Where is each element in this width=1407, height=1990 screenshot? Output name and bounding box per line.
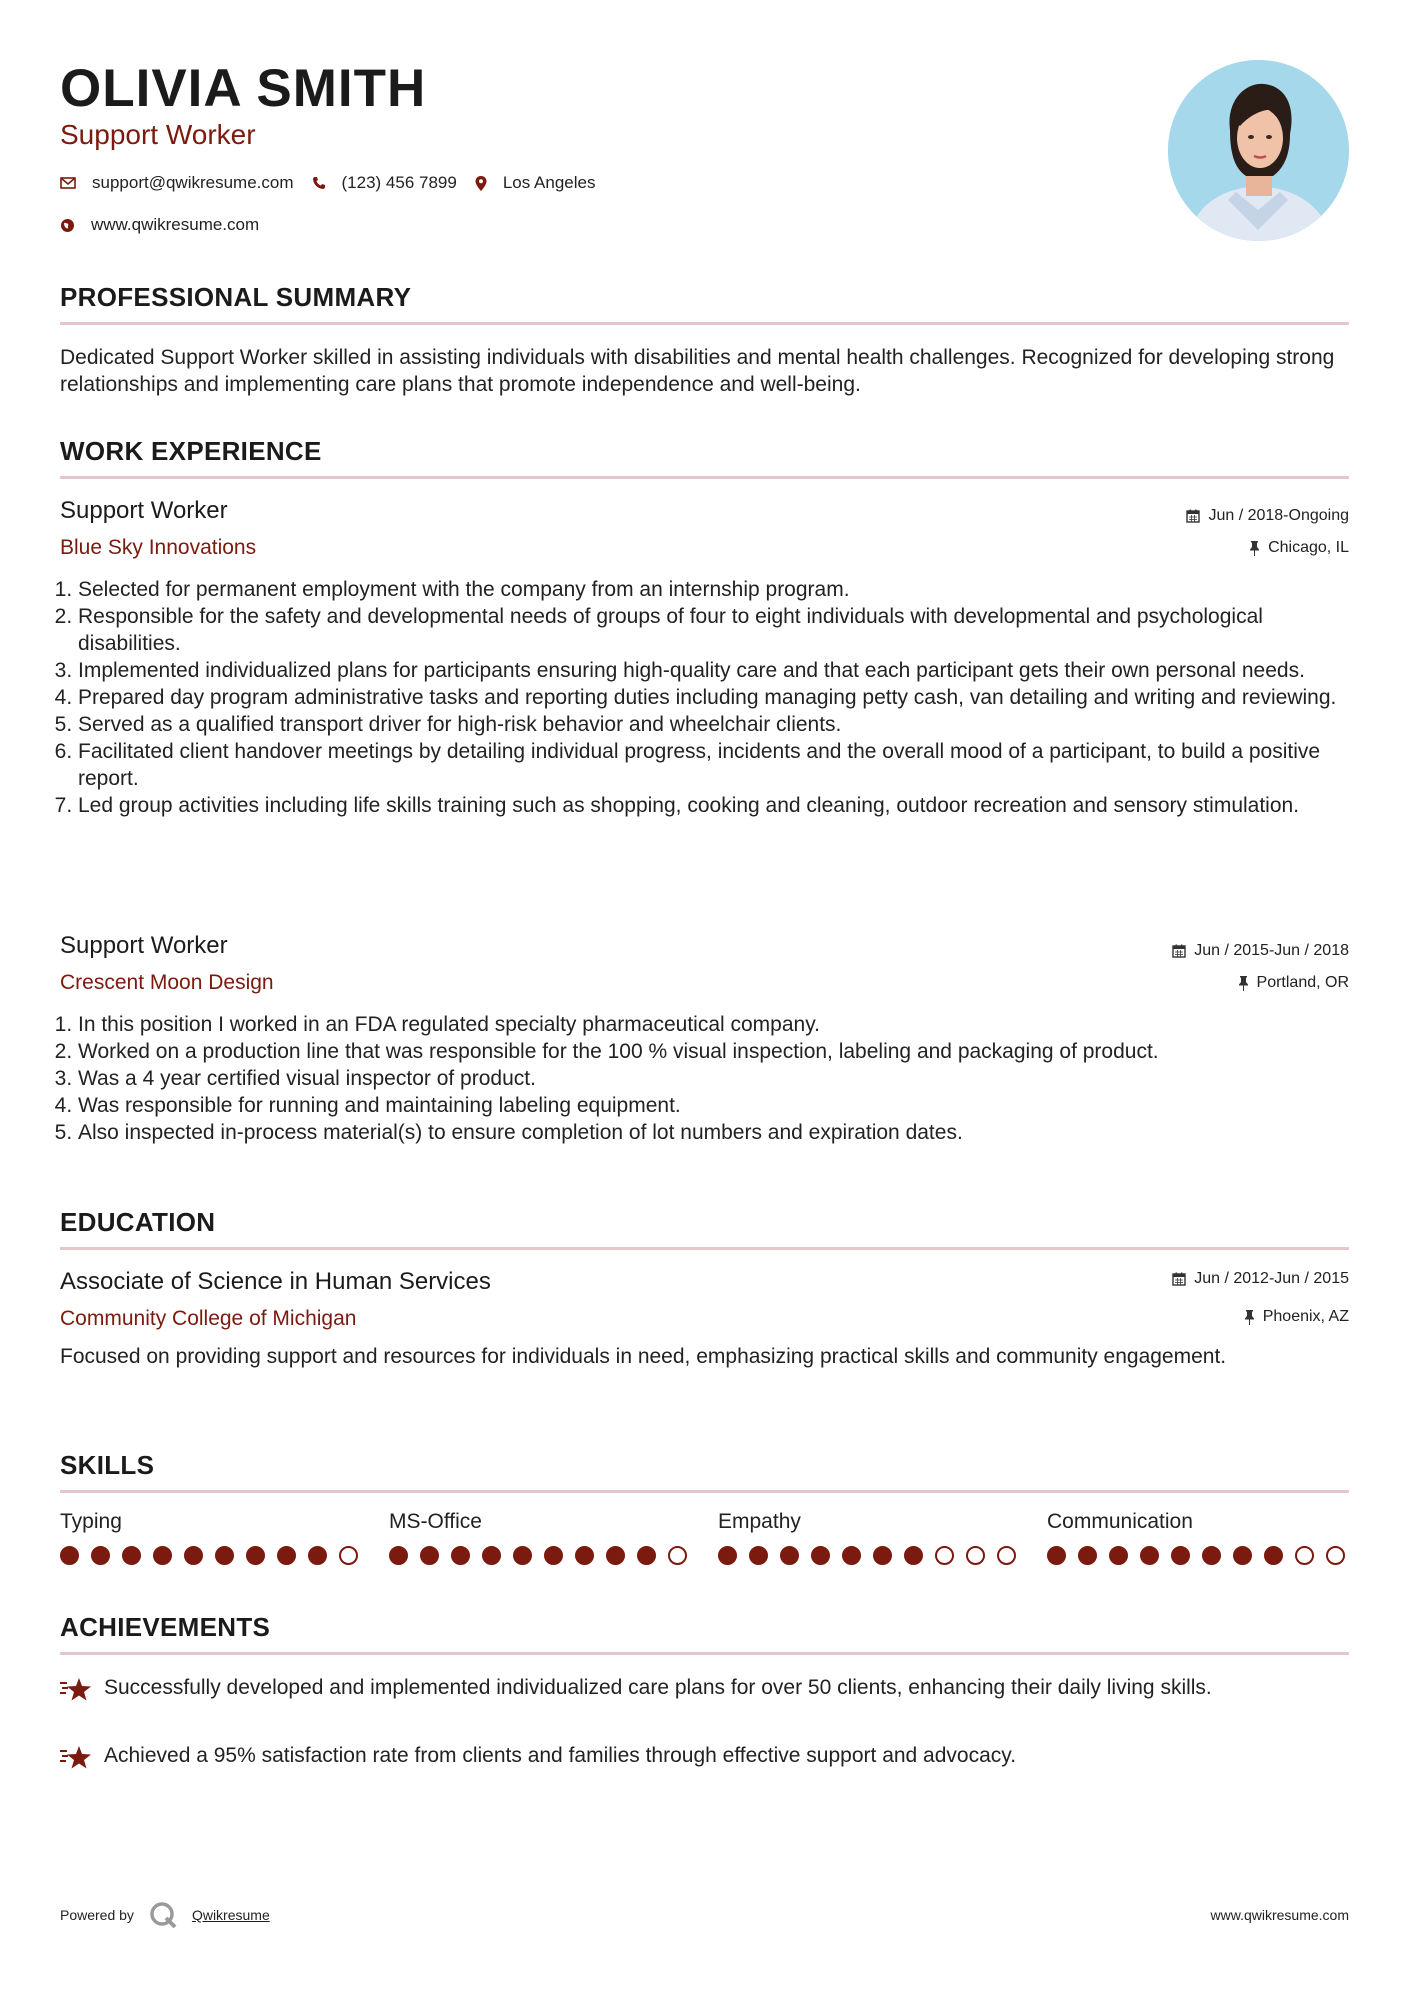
achievement-text: Successfully developed and implemented individualized care plans for over 50 clients, enhancing their daily living skills. [104, 1676, 1212, 1699]
rating-dot-filled [308, 1546, 327, 1565]
rating-dot-filled [513, 1546, 532, 1565]
degree-title: Associate of Science in Human Services [60, 1268, 491, 1295]
skills-grid [60, 1510, 1349, 1580]
rating-dot-empty [935, 1546, 954, 1565]
map-pin-icon [475, 176, 487, 191]
skill-item [60, 1510, 358, 1565]
rating-dot-filled [153, 1546, 172, 1565]
rating-dot-filled [389, 1546, 408, 1565]
list-item: 3. Implemented individualized plans for participants ensuring high-quality care and that each participant gets their own personal needs. [78, 657, 1349, 684]
rating-dot-filled [873, 1546, 892, 1565]
job-bullet-list [60, 1011, 1349, 1146]
rating-dot-filled [606, 1546, 625, 1565]
qwikresume-link[interactable]: Qwikresume [191, 1907, 270, 1923]
website-link[interactable]: www.qwikresume.com [91, 215, 260, 234]
skill-name: MS-Office [389, 1510, 482, 1533]
education-dates-text: Jun / 2012-Jun / 2015 [1194, 1270, 1349, 1287]
footer-website[interactable]: www.qwikresume.com [1210, 1907, 1349, 1923]
rating-dot-filled [215, 1546, 234, 1565]
job-bullet-list [60, 576, 1349, 819]
website-row [60, 215, 259, 235]
education-location-text: Phoenix, AZ [1262, 1308, 1349, 1325]
job-dates-text: Jun / 2018-Ongoing [1208, 507, 1349, 524]
skills-heading: SKILLS [60, 1450, 155, 1480]
rating-dot-filled [1047, 1546, 1066, 1565]
school-name: Community College of Michigan [60, 1307, 357, 1330]
job-location-text: Portland, OR [1256, 974, 1349, 991]
job-bullets [60, 1011, 1349, 1146]
rating-dot-filled [904, 1546, 923, 1565]
education-heading: EDUCATION [60, 1207, 216, 1237]
company-name: Blue Sky Innovations [60, 536, 257, 559]
phone-icon [312, 176, 326, 190]
rating-dot-filled [544, 1546, 563, 1565]
list-item: 1. Selected for permanent employment with the company from an internship program. [78, 576, 1349, 603]
rating-dot-filled [1171, 1546, 1190, 1565]
list-item: 4. Prepared day program administrative tasks and reporting duties including managing petty cash, van detailing and writing and reviewing. [78, 684, 1349, 711]
rating-dot-filled [184, 1546, 203, 1565]
achievements-divider [60, 1652, 1349, 1655]
achievement-text: Achieved a 95% satisfaction rate from clients and families through effective support and advocacy. [104, 1744, 1017, 1767]
skill-rating [718, 1546, 1016, 1565]
skill-item [389, 1510, 687, 1565]
education-location [1244, 1308, 1349, 1326]
list-item: 7. Led group activities including life skills training such as shopping, cooking and cleaning, outdoor recreation and sensory stimulation. [78, 792, 1349, 819]
calendar-icon [1172, 1272, 1186, 1286]
summary-divider [60, 322, 1349, 325]
calendar-icon [1172, 944, 1186, 958]
summary-text: Dedicated Support Worker skilled in assisting individuals with disabilities and mental health challenges. Recognized for developing strong relationships and implementing care plans that promote independence and well-being. [60, 346, 1335, 396]
rating-dot-filled [1264, 1546, 1283, 1565]
rating-dot-empty [339, 1546, 358, 1565]
qwikresume-logo-icon [148, 1900, 178, 1930]
skill-rating [1047, 1546, 1345, 1565]
rating-dot-empty [1326, 1546, 1345, 1565]
job-dates [1172, 942, 1349, 960]
experience-divider [60, 476, 1349, 479]
achievement-item [60, 1742, 1349, 1776]
footer-branding [60, 1900, 270, 1930]
rating-dot-filled [246, 1546, 265, 1565]
rating-dot-empty [997, 1546, 1016, 1565]
skill-rating [389, 1546, 687, 1565]
rating-dot-filled [1233, 1546, 1252, 1565]
rating-dot-filled [718, 1546, 737, 1565]
job-location [1238, 974, 1349, 992]
achievements-heading: ACHIEVEMENTS [60, 1612, 271, 1642]
rating-dot-filled [780, 1546, 799, 1565]
envelope-icon [60, 177, 76, 189]
list-item: 5. Also inspected in-process material(s) to ensure completion of lot numbers and expiration dates. [78, 1119, 1349, 1146]
education-divider [60, 1247, 1349, 1250]
powered-by-label: Powered by [60, 1907, 134, 1923]
rating-dot-filled [811, 1546, 830, 1565]
location-text: Los Angeles [502, 173, 596, 192]
list-item: 5. Served as a qualified transport driver for high-risk behavior and wheelchair clients. [78, 711, 1349, 738]
experience-heading: WORK EXPERIENCE [60, 436, 322, 466]
skills-divider [60, 1490, 1349, 1493]
rating-dot-filled [637, 1546, 656, 1565]
list-item: 6. Facilitated client handover meetings by detailing individual progress, incidents and the overall mood of a participant, to build a positive report. [78, 738, 1349, 792]
job-title: Support Worker [60, 932, 228, 959]
phone-number: (123) 456 7899 [341, 173, 457, 192]
email-link[interactable]: support@qwikresume.com [92, 173, 294, 192]
rating-dot-filled [420, 1546, 439, 1565]
company-name: Crescent Moon Design [60, 971, 274, 994]
rating-dot-filled [277, 1546, 296, 1565]
rating-dot-filled [749, 1546, 768, 1565]
job-bullets [60, 576, 1349, 819]
rating-dot-filled [575, 1546, 594, 1565]
skill-name: Typing [60, 1510, 122, 1533]
pushpin-icon [1249, 541, 1260, 556]
globe-icon [60, 218, 75, 233]
list-item: 1. In this position I worked in an FDA regulated specialty pharmaceutical company. [78, 1011, 1349, 1038]
candidate-role: Support Worker [60, 119, 256, 150]
job-dates-text: Jun / 2015-Jun / 2018 [1194, 942, 1349, 959]
candidate-name: OLIVIA SMITH [60, 59, 427, 118]
summary-heading: PROFESSIONAL SUMMARY [60, 282, 412, 312]
list-item: 2. Responsible for the safety and developmental needs of groups of four to eight individuals with developmental and psychological disabilities. [78, 603, 1349, 657]
rating-dot-filled [122, 1546, 141, 1565]
rating-dot-filled [842, 1546, 861, 1565]
list-item: 3. Was a 4 year certified visual inspector of product. [78, 1065, 1349, 1092]
rating-dot-filled [451, 1546, 470, 1565]
education-description: Focused on providing support and resources for individuals in need, emphasizing practical skills and community engagement. [60, 1345, 1227, 1368]
rating-dot-filled [1140, 1546, 1159, 1565]
list-item: 4. Was responsible for running and maintaining labeling equipment. [78, 1092, 1349, 1119]
achievement-item [60, 1674, 1349, 1708]
pushpin-icon [1238, 976, 1249, 991]
skill-name: Empathy [718, 1510, 801, 1533]
job-title: Support Worker [60, 497, 228, 524]
rating-dot-empty [966, 1546, 985, 1565]
rating-dot-filled [1109, 1546, 1128, 1565]
job-location-text: Chicago, IL [1268, 539, 1349, 556]
skill-item [718, 1510, 1016, 1565]
star-icon [60, 1674, 104, 1708]
rating-dot-empty [668, 1546, 687, 1565]
rating-dot-filled [482, 1546, 501, 1565]
rating-dot-filled [91, 1546, 110, 1565]
star-icon [60, 1742, 104, 1776]
calendar-icon [1186, 509, 1200, 523]
rating-dot-filled [1078, 1546, 1097, 1565]
list-item: 2. Worked on a production line that was responsible for the 100 % visual inspection, labeling and packaging of product. [78, 1038, 1349, 1065]
job-dates [1186, 507, 1349, 525]
rating-dot-filled [1202, 1546, 1221, 1565]
rating-dot-empty [1295, 1546, 1314, 1565]
education-dates [1172, 1270, 1349, 1288]
job-location [1249, 539, 1349, 557]
contact-row [60, 173, 595, 193]
skill-item [1047, 1510, 1345, 1565]
profile-photo [1168, 60, 1349, 241]
skill-rating [60, 1546, 358, 1565]
rating-dot-filled [60, 1546, 79, 1565]
pushpin-icon [1244, 1310, 1255, 1325]
skill-name: Communication [1047, 1510, 1193, 1533]
